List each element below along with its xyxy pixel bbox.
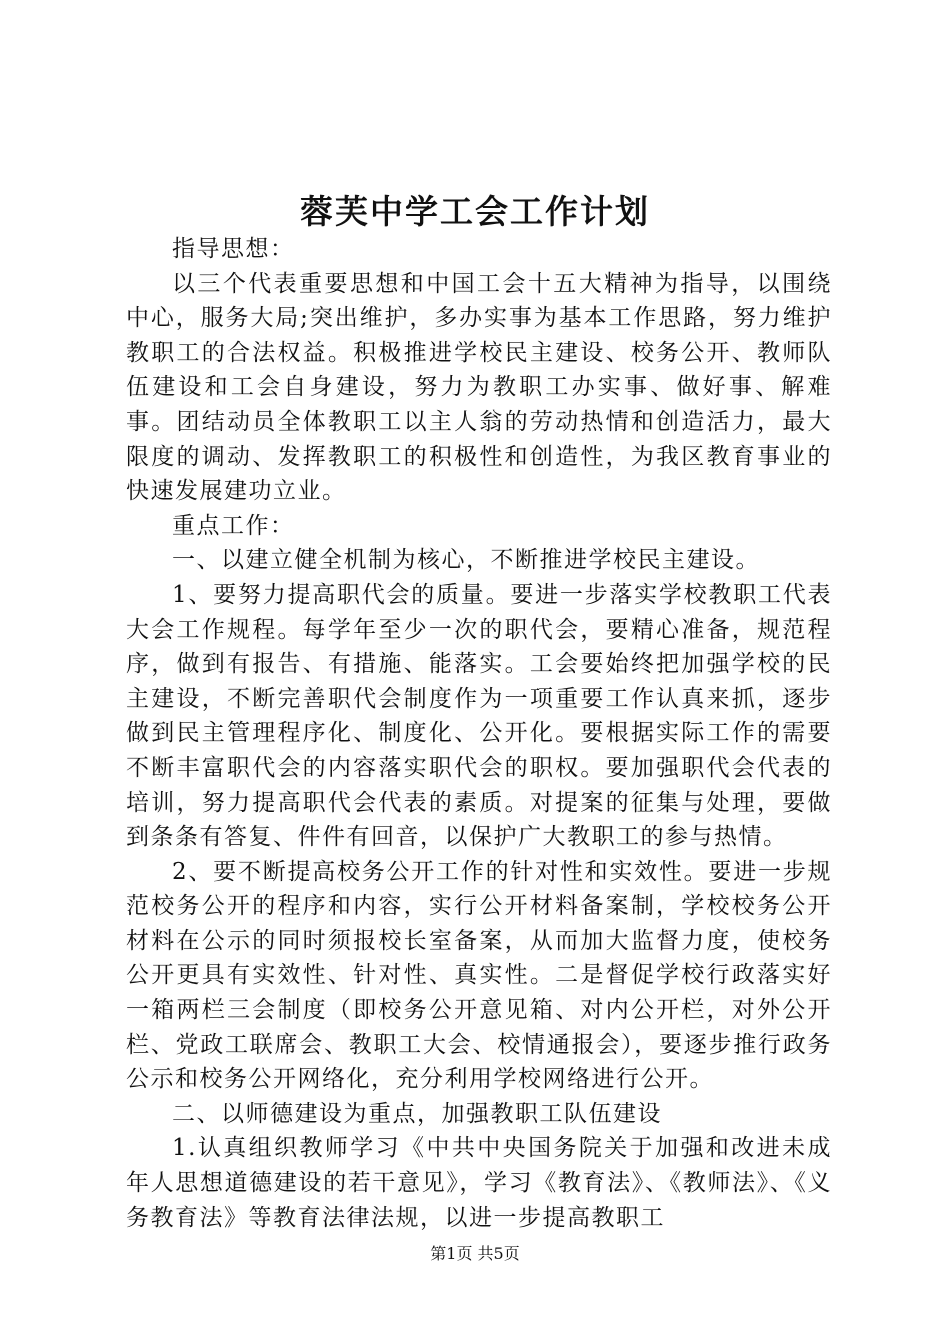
document-title: 蓉芙中学工会工作计划 — [300, 192, 650, 231]
paragraph-item-two: 2、要不断提高校务公开工作的针对性和实效性。要进一步规范校务公开的程序和内容，实行公开材料备案制，学校校务公开材料在公示的同时须报校长室备案，从而加大监督力度，使校务公开更具有实效性、针对性、真实性。二是督促学校行政落实好一箱两栏三会制度（即校务公开意见箱、对内公开栏，对外公开栏、党政工联席会、教职工大会、校情通报会），要逐步推行政务公示和校务公开网络化，充分利用学校网络进行公开。 — [126, 858, 832, 1093]
document-body — [126, 232, 832, 1235]
paragraph-key-work-heading: 重点工作： — [172, 512, 295, 539]
paragraph-section-two-item-one: 1.认真组织教师学习《中共中央国务院关于加强和改进未成年人思想道德建设的若干意见》，学习《教育法》、《教师法》、《义务教育法》等教育法律法规，以进一步提高教职工 — [126, 1135, 832, 1231]
page-number-footer: 第1页 共5页 — [430, 1244, 520, 1263]
paragraph-section-two-heading: 二、以师德建设为重点，加强教职工队伍建设 — [172, 1100, 662, 1127]
paragraph-section-one-heading: 一、以建立健全机制为核心，不断推进学校民主建设。 — [172, 547, 760, 574]
paragraph-item-one: 1、要努力提高职代会的质量。要进一步落实学校教职工代表大会工作规程。每学年至少一次的职代会，要精心准备，规范程序，做到有报告、有措施、能落实。工会要始终把加强学校的民主建设，不断完善职代会制度作为一项重要工作认真来抓，逐步做到民主管理程序化、制度化、公开化。要根据实际工作的需要不断丰富职代会的内容落实职代会的职权。要加强职代会代表的培训，努力提高职代会代表的素质。对提案的征集与处理，要做到条条有答复、件件有回音，以保护广大教职工的参与热情。 — [126, 581, 832, 851]
paragraph-guiding-heading: 指导思想： — [172, 236, 295, 262]
paragraph-guiding-content: 以三个代表重要思想和中国工会十五大精神为指导，以围绕中心，服务大局;突出维护，多办实事为基本工作思路，努力维护教职工的合法权益。积极推进学校民主建设、校务公开、教师队伍建设和工会自身建设，努力为教职工办实事、做好事、解难事。团结动员全体教职工以主人翁的劳动热情和创造活力，最大限度的调动、发挥教职工的积极性和创造性，为我区教育事业的快速发展建功立业。 — [126, 270, 832, 505]
